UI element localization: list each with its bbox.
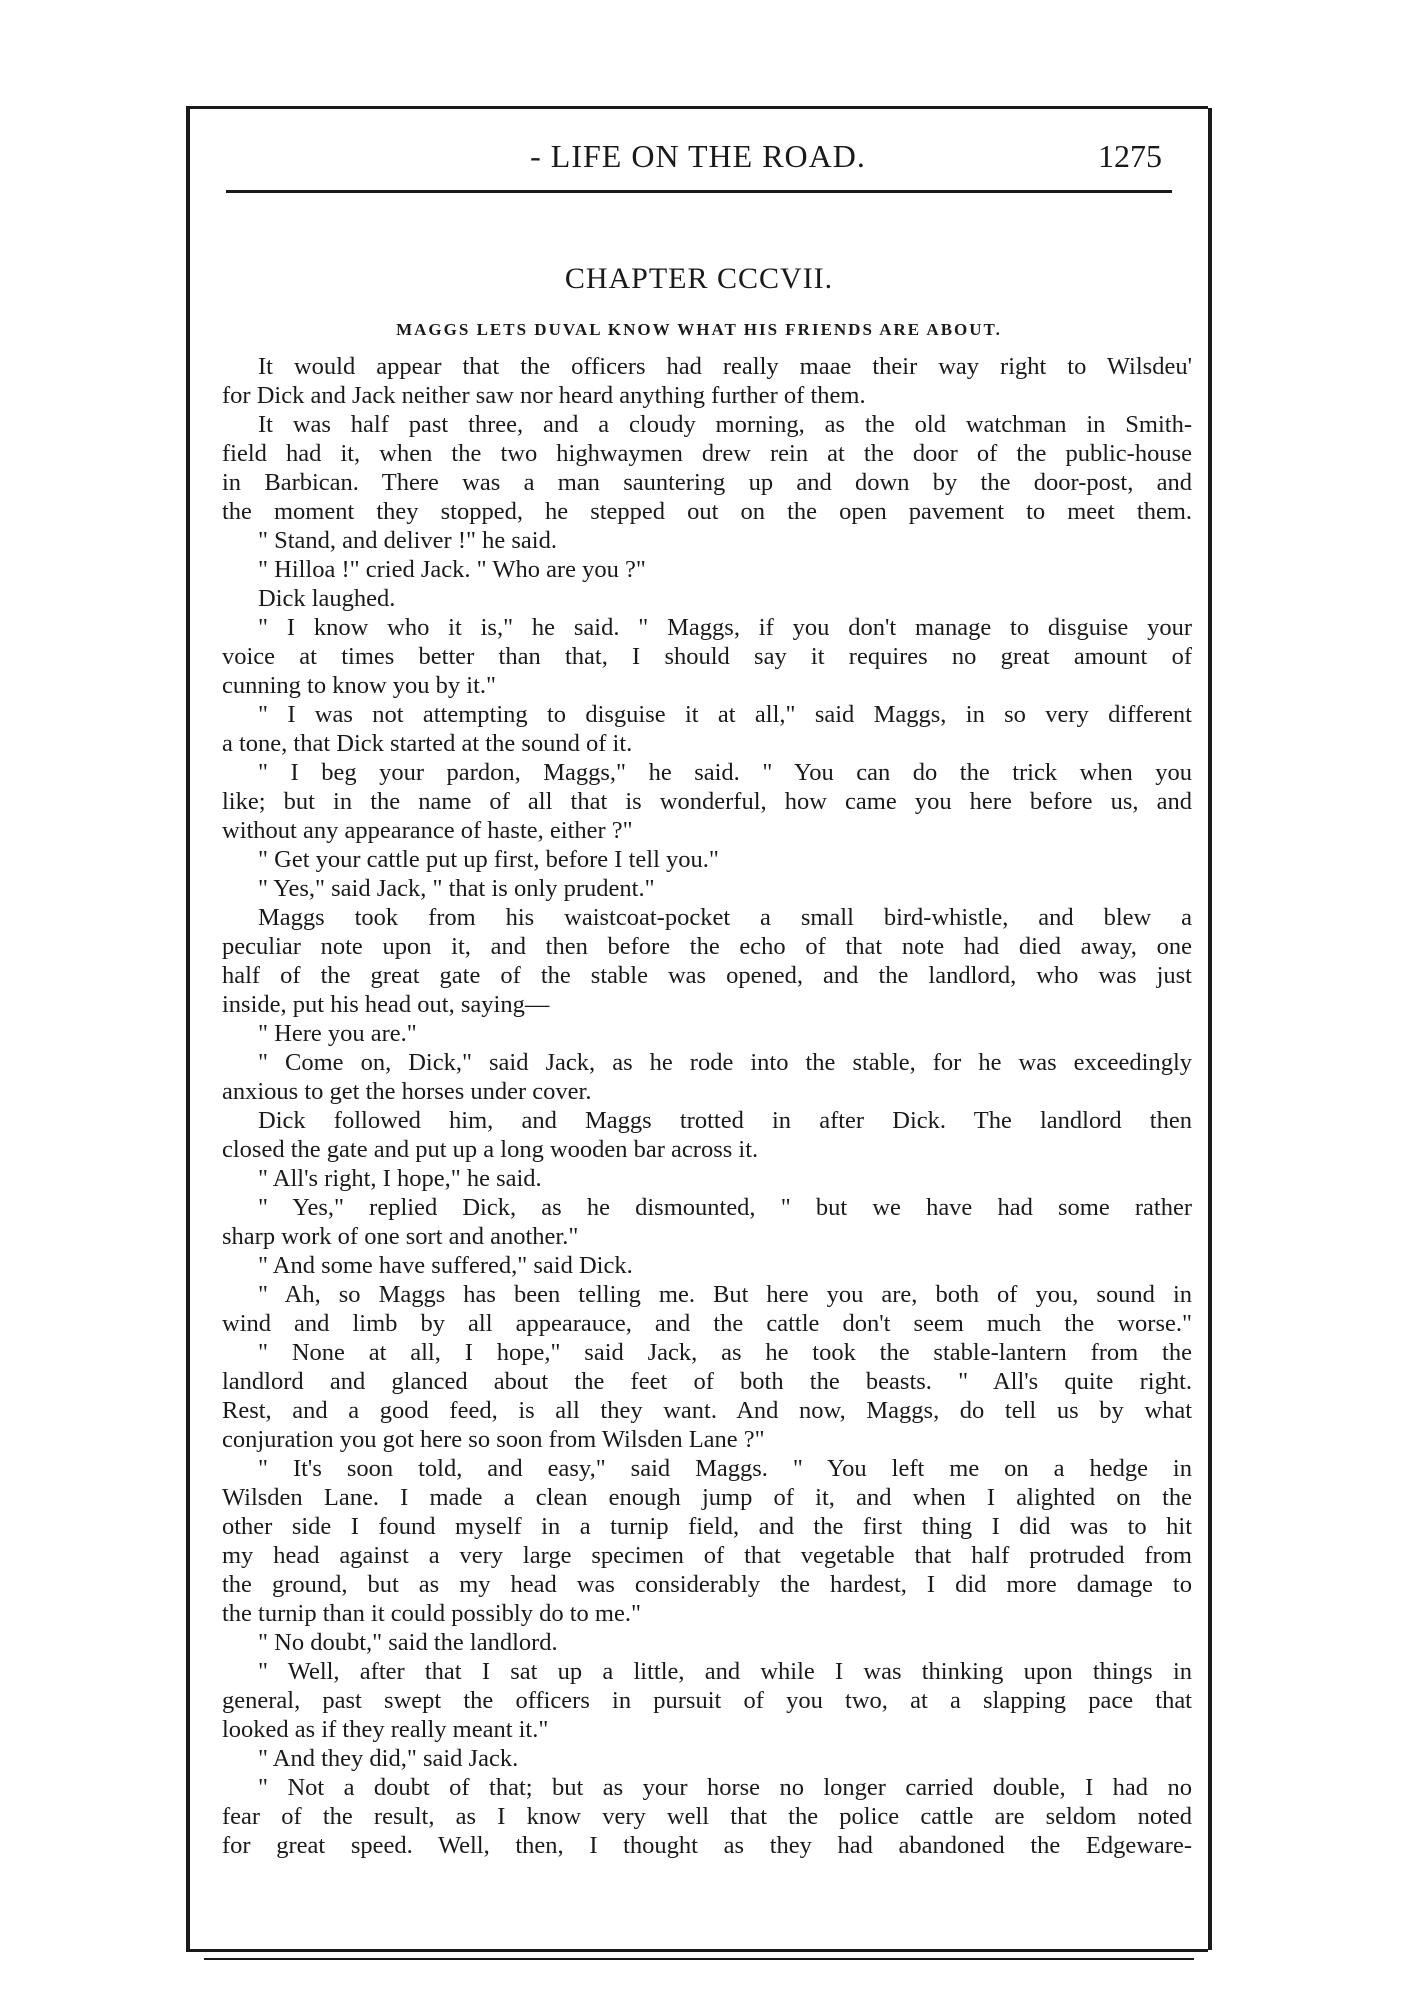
text-line: like; but in the name of all that is wonderful, how came you here before us, and: [222, 788, 1192, 815]
text-line: peculiar note upon it, and then before the echo of that note had died away, one: [222, 933, 1192, 960]
text-line: closed the gate and put up a long wooden bar across it.: [222, 1136, 759, 1163]
text-line: " All's right, I hope," he said.: [258, 1165, 542, 1192]
text-line: " Yes," replied Dick, as he dismounted, " but we have had some rather: [258, 1194, 1192, 1221]
text-line: " Stand, and deliver !" he said.: [258, 527, 557, 554]
text-line: landlord and glanced about the feet of both the beasts. " All's quite right.: [222, 1368, 1192, 1395]
bottom-border-rule: [186, 1949, 1208, 1952]
text-line: Rest, and a good feed, is all they want. And now, Maggs, do tell us by what: [222, 1397, 1192, 1424]
text-line: It was half past three, and a cloudy morning, as the old watchman in Smith-: [258, 411, 1192, 438]
text-line: the ground, but as my head was considerably the hardest, I did more damage to: [222, 1571, 1192, 1598]
text-line: " Well, after that I sat up a little, and while I was thinking upon things in: [258, 1658, 1192, 1685]
text-line: " I was not attempting to disguise it at all," said Maggs, in so very different: [258, 701, 1192, 728]
text-line: " None at all, I hope," said Jack, as he took the stable-lantern from the: [258, 1339, 1192, 1366]
chapter-subtitle: MAGGS LETS DUVAL KNOW WHAT HIS FRIENDS ARE ABOUT.: [396, 320, 1002, 339]
text-line: " Here you are.": [258, 1020, 417, 1047]
text-line: in Barbican. There was a man sauntering up and down by the door-post, and: [222, 469, 1192, 496]
text-line: " Ah, so Maggs has been telling me. But here you are, both of you, sound in: [258, 1281, 1192, 1308]
text-line: for Dick and Jack neither saw nor heard anything further of them.: [222, 382, 866, 409]
text-line: " And they did," said Jack.: [258, 1745, 519, 1772]
text-line: " No doubt," said the landlord.: [258, 1629, 558, 1656]
text-line: wind and limb by all appearauce, and the cattle don't seem much the worse.": [222, 1310, 1192, 1337]
text-line: anxious to get the horses under cover.: [222, 1078, 592, 1105]
text-line: " I know who it is," he said. " Maggs, if you don't manage to disguise your: [258, 614, 1192, 641]
chapter-title: CHAPTER CCCVII.: [564, 262, 834, 295]
text-line: half of the great gate of the stable was opened, and the landlord, who was just: [222, 962, 1192, 989]
text-line: sharp work of one sort and another.": [222, 1223, 579, 1250]
text-line: Wilsden Lane. I made a clean enough jump of it, and when I alighted on the: [222, 1484, 1192, 1511]
header-rule: [226, 190, 1172, 193]
text-line: other side I found myself in a turnip field, and the first thing I did was to hit: [222, 1513, 1192, 1540]
running-head: [226, 138, 1170, 178]
text-line: fear of the result, as I know very well that the police cattle are seldom noted: [222, 1803, 1192, 1830]
chapter-body: [222, 352, 1192, 1860]
text-line: " Come on, Dick," said Jack, as he rode into the stable, for he was exceedingly: [258, 1049, 1192, 1076]
text-line: for great speed. Well, then, I thought as they had abandoned the Edgeware-: [222, 1832, 1192, 1859]
text-line: It would appear that the officers had really maae their way right to Wilsdeu': [258, 353, 1192, 380]
text-line: Maggs took from his waistcoat-pocket a small bird-whistle, and blew a: [258, 904, 1192, 931]
top-border-rule: [186, 106, 1208, 109]
text-line: field had it, when the two highwaymen drew rein at the door of the public-house: [222, 440, 1192, 467]
text-line: " Get your cattle put up first, before I tell you.": [258, 846, 719, 873]
text-line: " Yes," said Jack, " that is only prudent.": [258, 875, 655, 902]
text-line: the turnip than it could possibly do to me.": [222, 1600, 641, 1627]
text-line: Dick followed him, and Maggs trotted in after Dick. The landlord then: [258, 1107, 1192, 1134]
text-line: " Hilloa !" cried Jack. " Who are you ?": [258, 556, 646, 583]
text-line: conjuration you got here so soon from Wilsden Lane ?": [222, 1426, 765, 1453]
bottom-border-rule-inner: [204, 1958, 1194, 1960]
text-line: without any appearance of haste, either ?": [222, 817, 633, 844]
text-line: " It's soon told, and easy," said Maggs. " You left me on a hedge in: [258, 1455, 1192, 1482]
text-line: " And some have suffered," said Dick.: [258, 1252, 633, 1279]
text-line: a tone, that Dick started at the sound of it.: [222, 730, 633, 757]
text-line: the moment they stopped, he stepped out on the open pavement to meet them.: [222, 498, 1192, 525]
page-number: 1275: [1098, 138, 1162, 174]
text-line: inside, put his head out, saying—: [222, 991, 550, 1018]
text-line: Dick laughed.: [258, 585, 396, 612]
text-line: voice at times better than that, I should say it requires no great amount of: [222, 643, 1192, 670]
text-line: my head against a very large specimen of that vegetable that half protruded from: [222, 1542, 1192, 1569]
running-title: - LIFE ON THE ROAD.: [530, 138, 866, 174]
text-line: general, past swept the officers in pursuit of you two, at a slapping pace that: [222, 1687, 1192, 1714]
text-line: looked as if they really meant it.": [222, 1716, 549, 1743]
text-line: " Not a doubt of that; but as your horse no longer carried double, I had no: [258, 1774, 1192, 1801]
text-line: cunning to know you by it.": [222, 672, 497, 699]
text-line: " I beg your pardon, Maggs," he said. " You can do the trick when you: [258, 759, 1192, 786]
